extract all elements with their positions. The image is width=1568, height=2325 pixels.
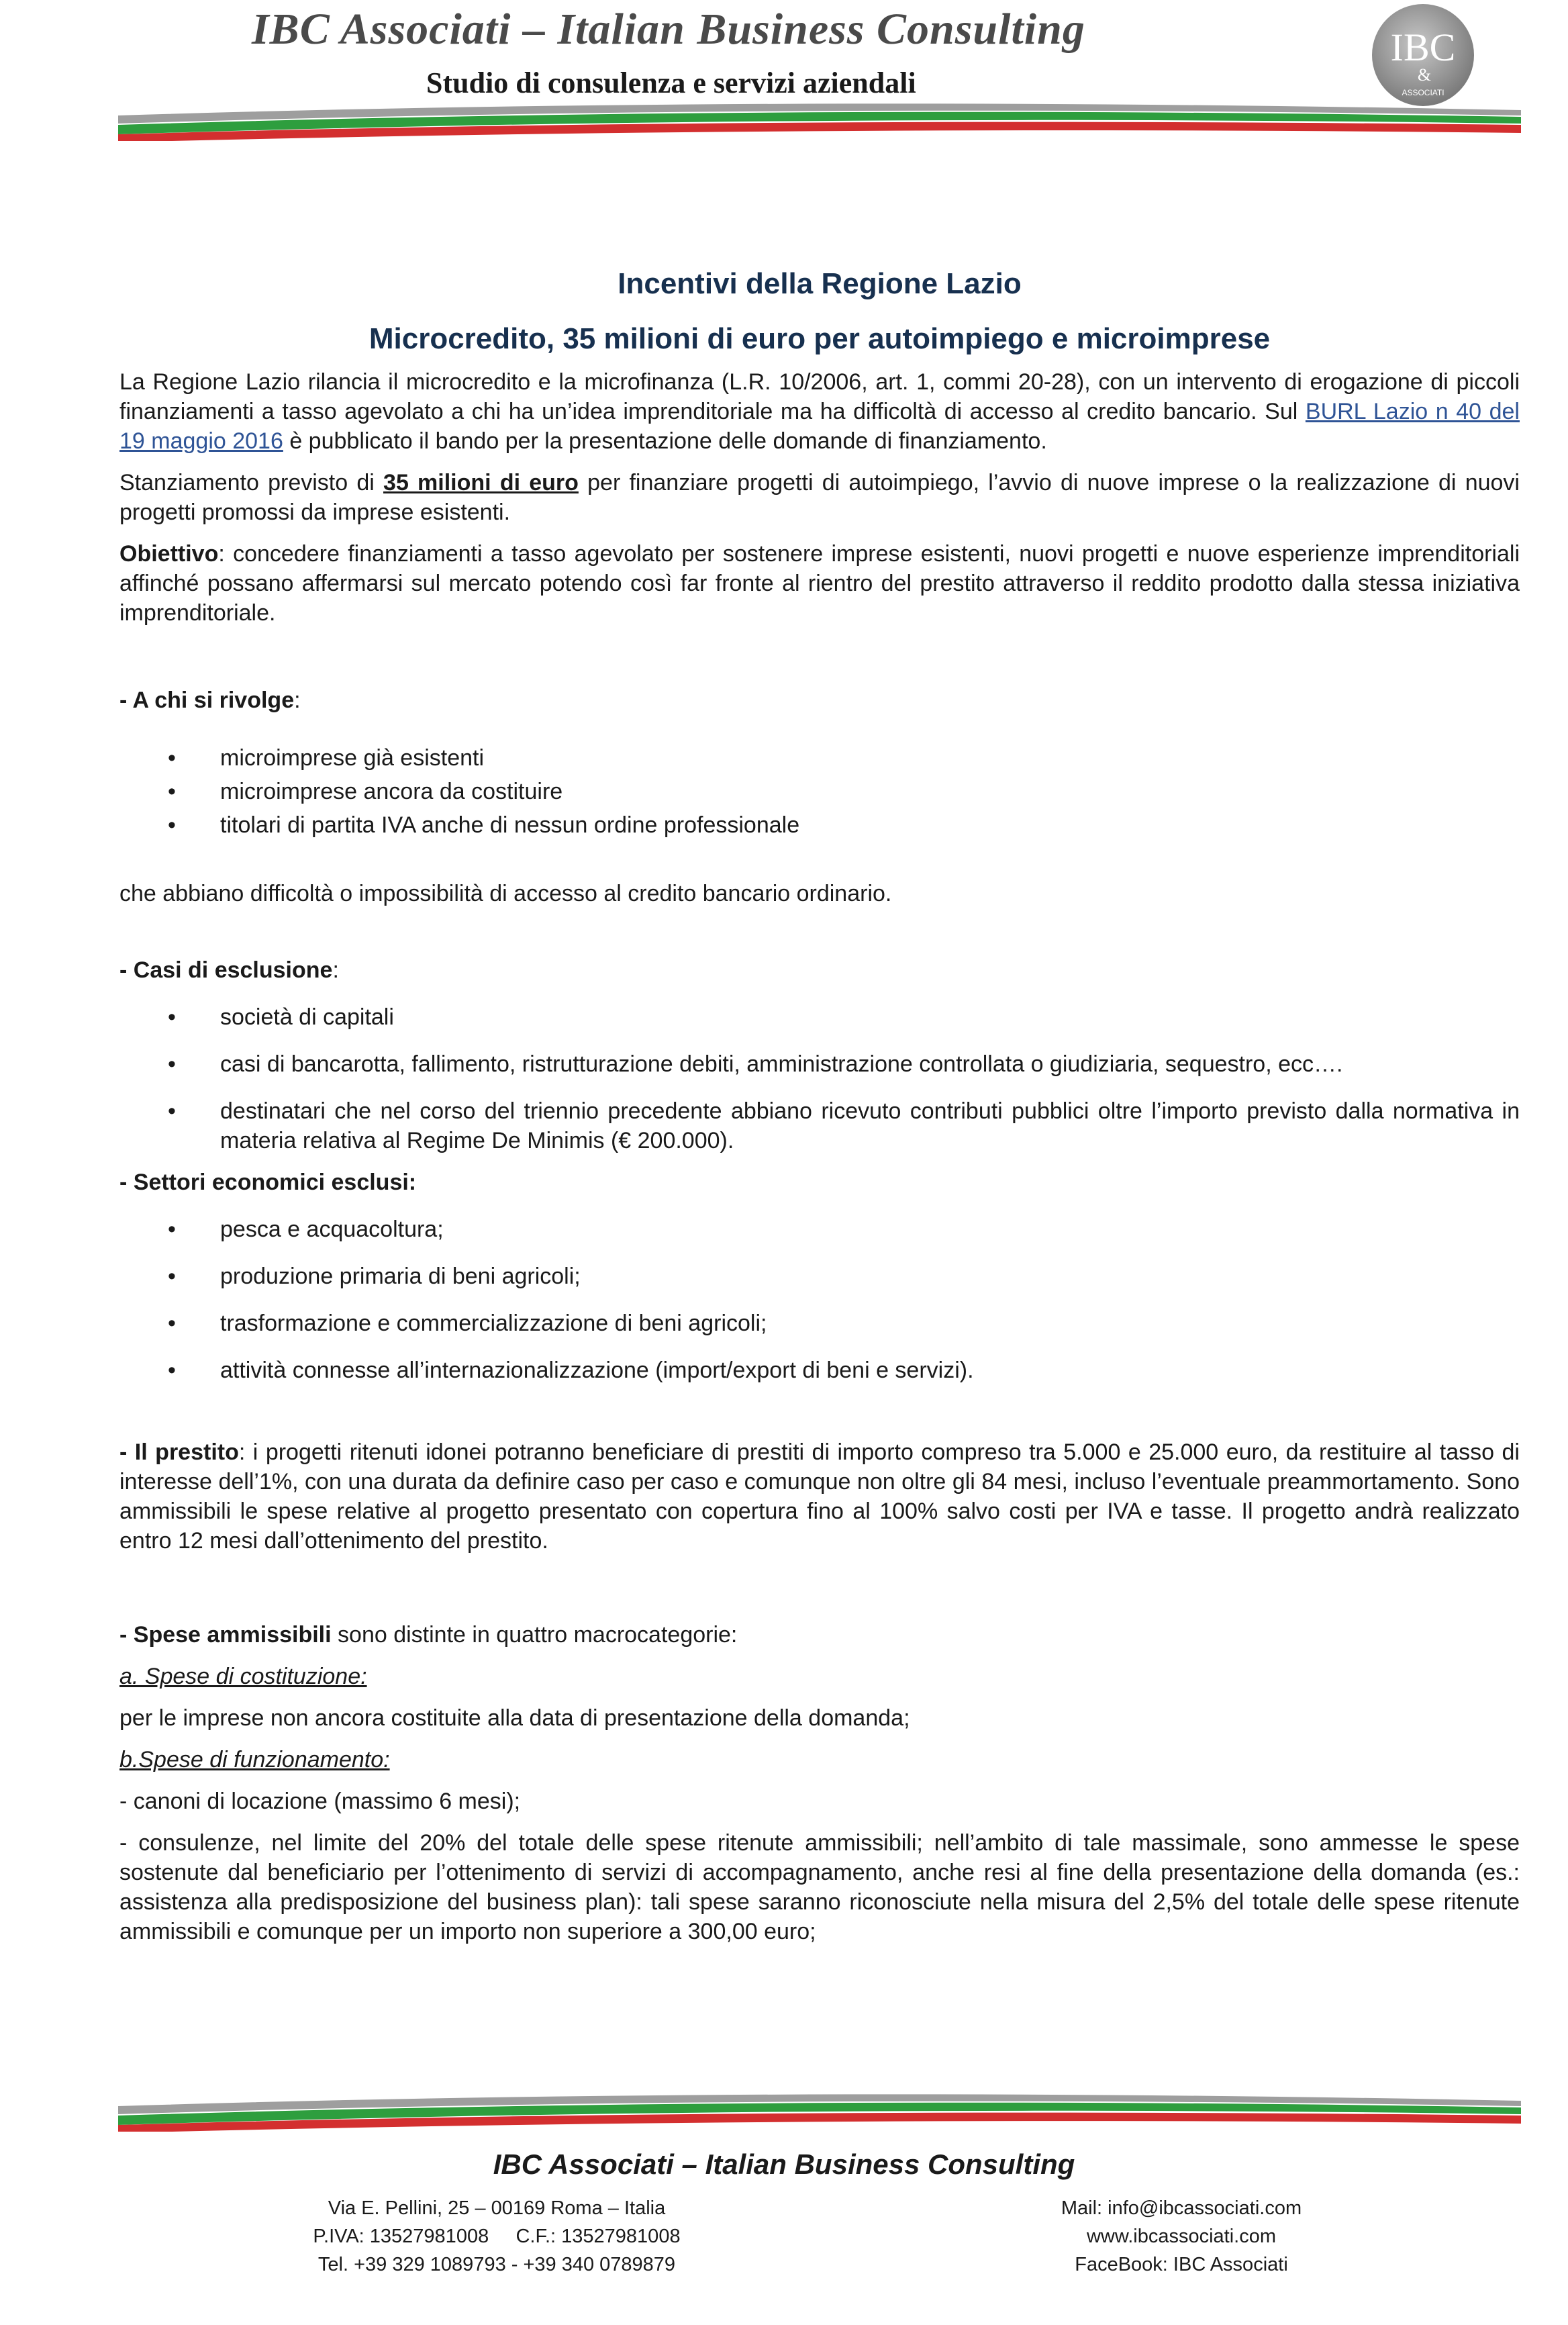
footer-web[interactable]: www.ibcassociati.com: [1086, 2226, 1277, 2247]
header-title: IBC Associati – Italian Business Consulting: [252, 5, 1085, 54]
spese-b1-text: - canoni di locazione (massimo 6 mesi);: [119, 1789, 521, 1814]
logo-amp: &: [1417, 65, 1432, 85]
spese-a-heading: a. Spese di costituzione:: [119, 1664, 367, 1689]
list-item: • casi di bancarotta, fallimento, ristrutturazione debiti, amministrazione controllata o giudiziaria, sequestro, ecc….: [168, 1051, 1343, 1077]
chi-after-text: che abbiano difficoltà o impossibilità di accesso al credito bancario ordinario.: [119, 881, 892, 906]
list-item: • titolari di partita IVA anche di nessun ordine professionale: [168, 812, 800, 838]
header-tricolor-swoosh: [118, 101, 1521, 141]
footer-contact-right: [993, 2194, 1369, 2279]
doc-title: Incentivi della Regione Lazio: [618, 267, 1022, 300]
list-item: • microimprese già esistenti: [168, 745, 485, 771]
footer-facebook[interactable]: FaceBook: IBC Associati: [1075, 2254, 1288, 2275]
prestito-paragraph: - Il prestito: i progetti ritenuti idonei potranno beneficiare di prestiti di importo compreso tra 5.000 e 25.000 euro, da restituire al tasso di interesse dell’1%, con una durata da definire caso per caso e comunque non oltre gli 84 mesi, incluso l’eventuale preammortamento. Sono ammissibili le spese relative al progetto presentato con copertura fino al 100% salvo costi per IVA e tasse. Il progetto andrà realizzato entro 12 mesi dall’ottenimento del prestito.: [119, 1439, 1520, 1554]
chi-list: [119, 743, 1520, 840]
chi-heading: - A chi si rivolge:: [119, 687, 301, 713]
burl-link[interactable]: BURL Lazio n 40 del 19 maggio 2016: [119, 399, 1520, 454]
footer-contact-left: [262, 2194, 732, 2279]
esclusione-heading: - Casi di esclusione:: [119, 957, 339, 983]
stanziamento-amount: 35 milioni di euro: [383, 470, 579, 495]
footer-title: IBC Associati – Italian Business Consulting: [493, 2148, 1075, 2180]
obiettivo-label: Obiettivo: [119, 541, 219, 567]
stanziamento-paragraph: Stanziamento previsto di 35 milioni di euro per finanziare progetti di autoimpiego, l’avvio di nuove imprese o la realizzazione di nuovi progetti promossi da imprese esistenti.: [119, 470, 1520, 525]
spese-b2-text: - consulenze, nel limite del 20% del totale delle spese ritenute ammissibili; nell’ambito di tale massimale, sono ammesse le spese sostenute dal beneficiario per l’ottenimento di servizi di accompagnamento, anche resi al fine della presentazione della domanda (es.: assistenza alla predisposizione del business plan): tali spese saranno riconosciute nella misura del 2,5% del totale delle spese ritenute ammissibili e comunque per un importo non superiore a 300,00 euro;: [119, 1830, 1520, 1944]
list-item: • destinatari che nel corso del triennio precedente abbiano ricevuto contributi pubblici oltre l’importo previsto dalla normativa in materia relativa al Regime De Minimis (€ 200.000).: [168, 1098, 1520, 1153]
logo-text: IBC: [1390, 26, 1456, 69]
list-item: • pesca e acquacoltura;: [168, 1217, 444, 1242]
list-item: • società di capitali: [168, 1004, 394, 1030]
header-subtitle: Studio di consulenza e servizi aziendali: [426, 66, 916, 99]
list-item: • produzione primaria di beni agricoli;: [168, 1264, 581, 1289]
settori-list: [119, 1215, 1520, 1385]
ibc-logo: [1369, 1, 1477, 109]
obiettivo-paragraph: Obiettivo: concedere finanziamenti a tasso agevolato per sostenere imprese esistenti, nuovi progetti e nuove esperienze imprenditoriali affinché possano affermarsi sul mercato potendo così far fronte al rientro del prestito attraverso il reddito prodotto dalla stessa iniziativa imprenditoriale.: [119, 541, 1520, 626]
footer-piva: P.IVA: 13527981008 C.F.: 13527981008: [313, 2226, 681, 2247]
footer-address: Via E. Pellini, 25 – 00169 Roma – Italia: [328, 2197, 666, 2219]
document-body: [119, 265, 1520, 1946]
settori-heading: - Settori economici esclusi:: [119, 1170, 417, 1195]
spese-a-text: per le imprese non ancora costituite alla data di presentazione della domanda;: [119, 1705, 910, 1731]
footer-tricolor-swoosh: [118, 2091, 1521, 2132]
spese-heading: - Spese ammissibili sono distinte in quattro macrocategorie:: [119, 1622, 738, 1648]
list-item: • attività connesse all’internazionalizzazione (import/export di beni e servizi).: [168, 1358, 974, 1383]
esclusione-list: [119, 1002, 1520, 1155]
footer-mail[interactable]: Mail: info@ibcassociati.com: [1061, 2197, 1302, 2219]
list-item: • trasformazione e commercializzazione di beni agricoli;: [168, 1311, 767, 1336]
intro-paragraph: La Regione Lazio rilancia il microcredito e la microfinanza (L.R. 10/2006, art. 1, commi 20-28), con un intervento di erogazione di piccoli finanziamenti a tasso agevolato a chi ha un’idea imprenditoriale ma ha difficoltà di accesso al credito bancario. Sul BURL Lazio n 40 del 19 maggio 2016 è pubblicato il bando per la presentazione delle domande di finanziamento.: [119, 369, 1520, 454]
list-item: • microimprese ancora da costituire: [168, 779, 563, 804]
doc-subtitle: Microcredito, 35 milioni di euro per autoimpiego e microimprese: [369, 322, 1271, 355]
spese-b-heading: b.Spese di funzionamento:: [119, 1747, 390, 1772]
footer-tel: Tel. +39 329 1089793 - +39 340 0789879: [317, 2254, 676, 2275]
logo-caption: ASSOCIATI: [1402, 88, 1444, 97]
